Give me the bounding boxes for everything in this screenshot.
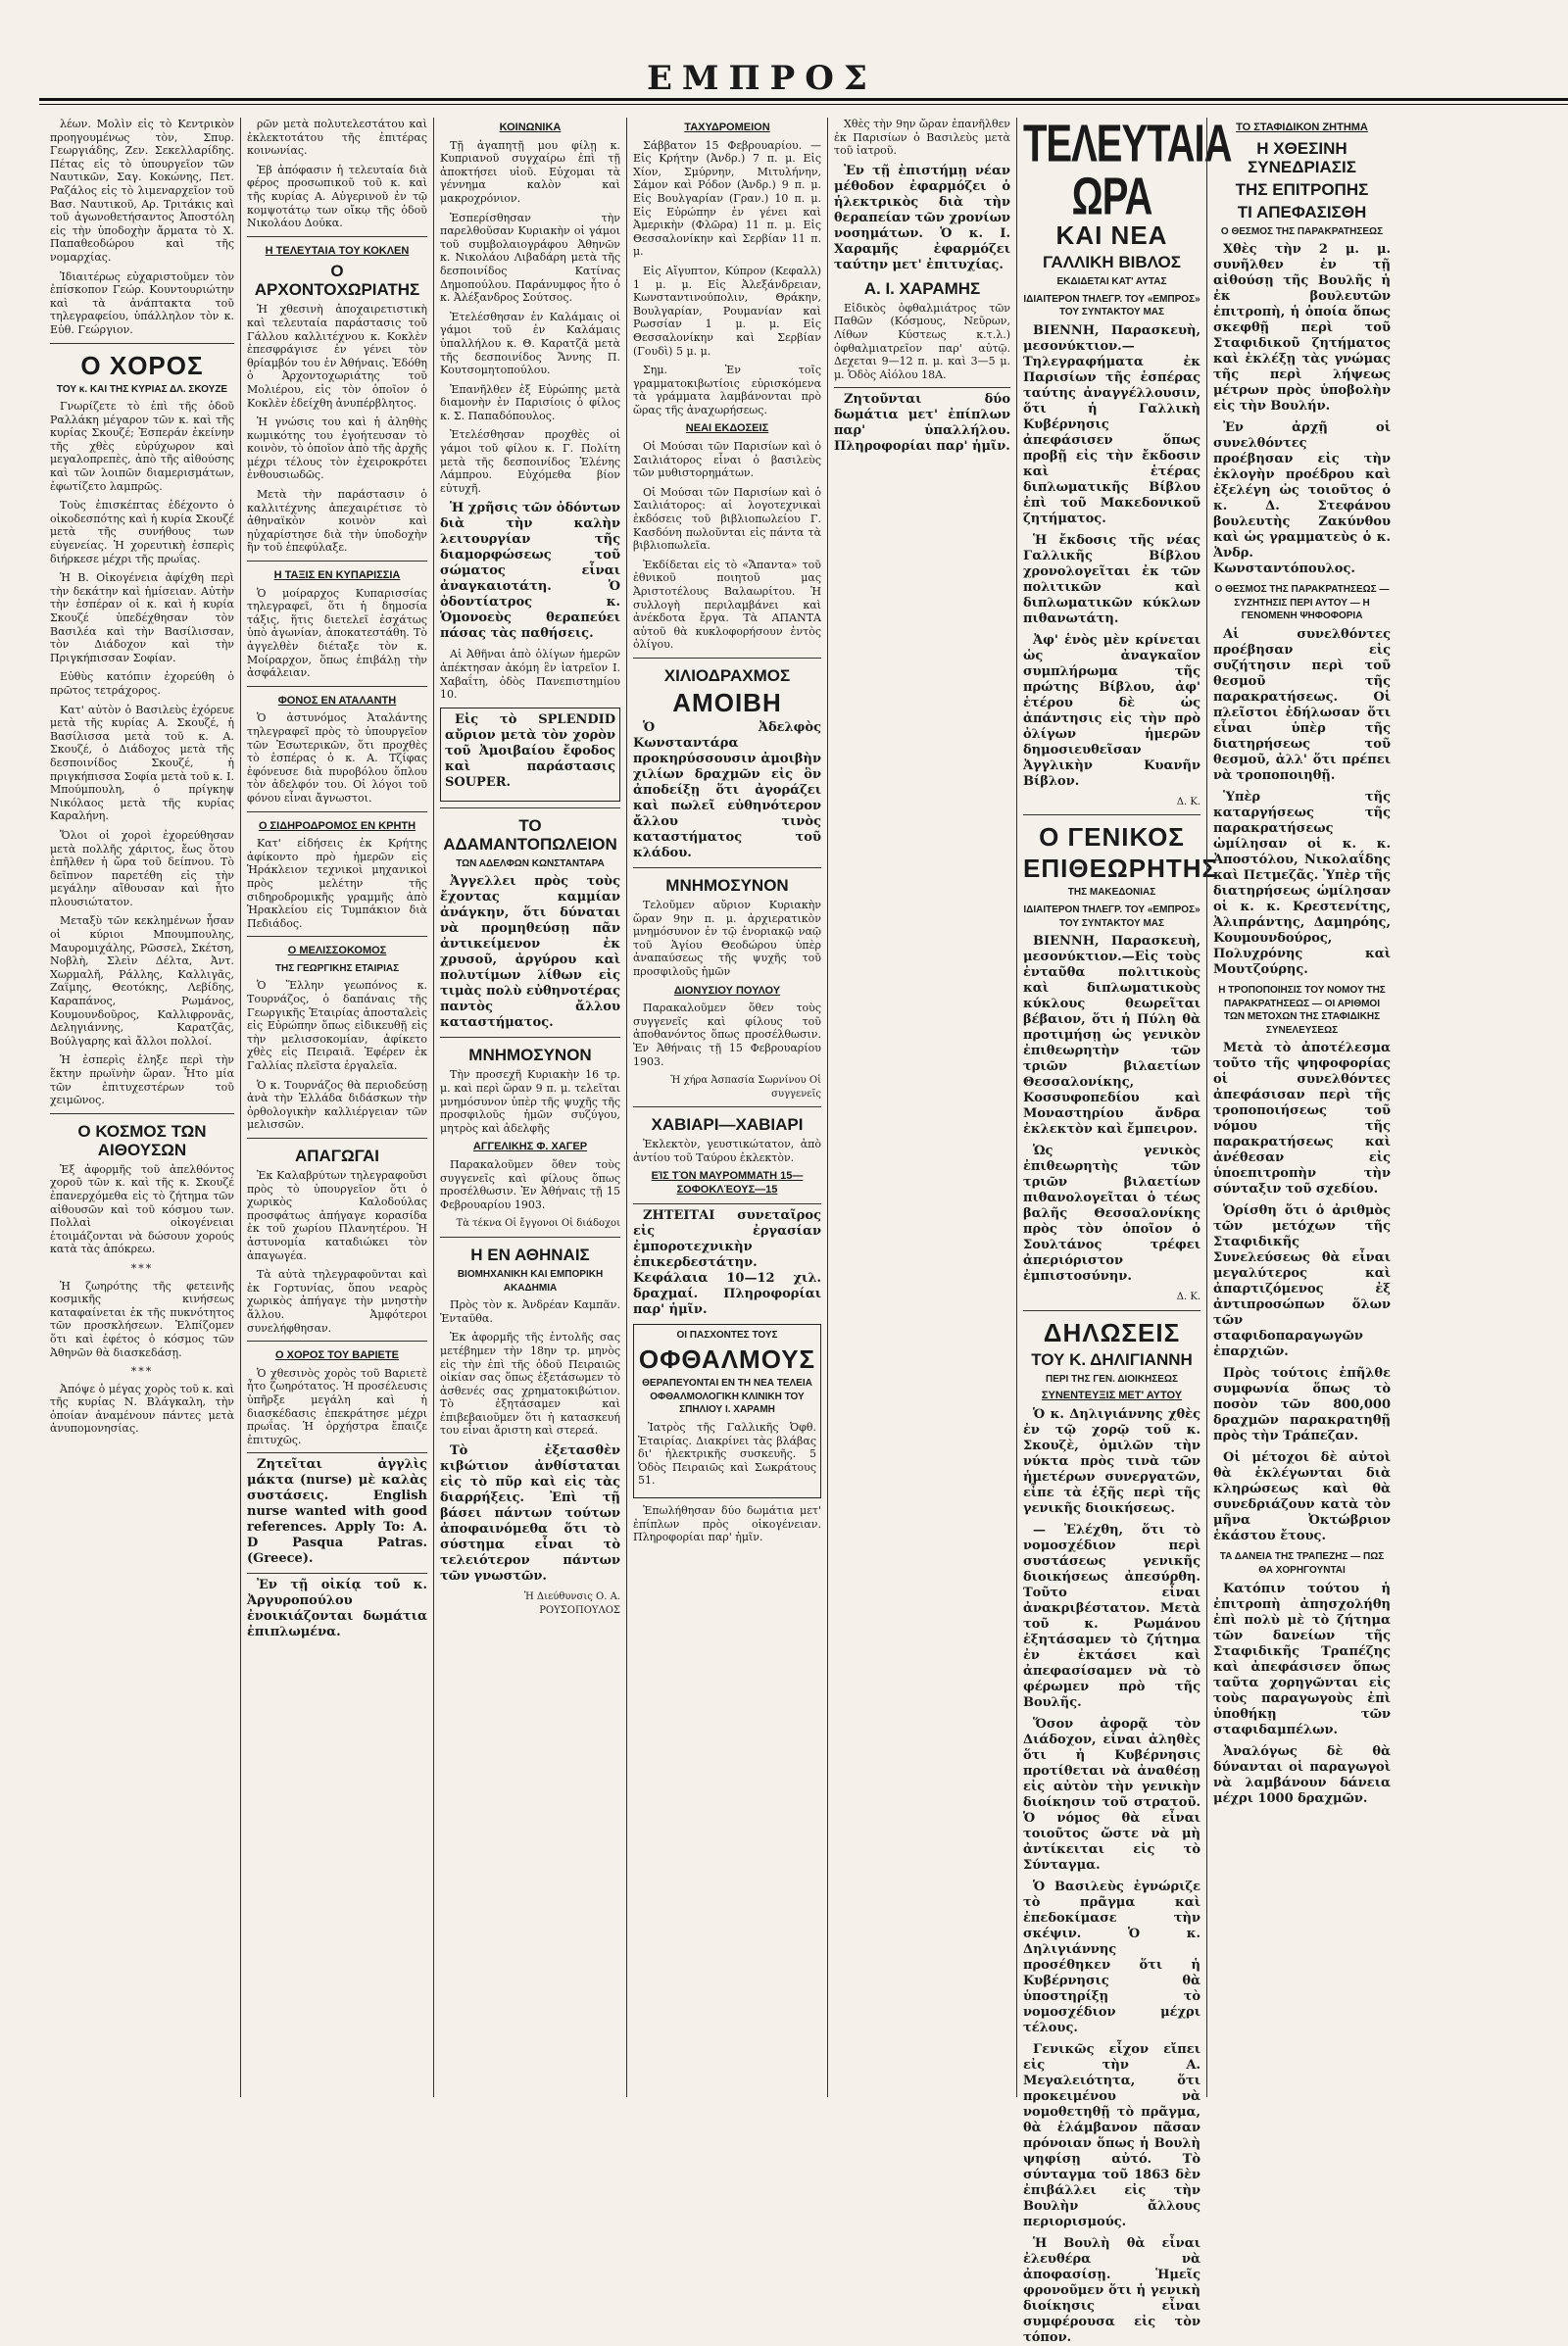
- section-kyparissia: [247, 561, 427, 680]
- headline-memorial-2: ΜΝΗΜΟΣΥΝΟΝ: [665, 875, 789, 895]
- section-declarations: [1023, 1310, 1200, 2346]
- paragraph: Οἱ μέτοχοι δὲ αὐτοὶ θὰ ἐκλέγωνται διὰ κληρώσεως καὶ θὰ συνεδριάζουν κατὰ τὸν μῆνα Ὀκτώβριον ἑκάστου ἔτους.: [1213, 1450, 1391, 1544]
- ad-eyes: [633, 1324, 821, 1498]
- paragraph: Ὁ Ἕλλην γεωπόνος κ. Τουρνάζος, ὁ δαπάναις τῆς Γεωργικῆς Ἑταιρίας ἀποσταλεὶς εἰς Εὐρώπην ὅπως εἰδικευθῇ εἰς τὴν μελισσοκομίαν, ἀφίκετο χθὲς εἰς Πειραιᾶ. Ἐφέρεν ἐκ Γαλλίας πλεῖστα ἐργαλεῖα.: [247, 979, 427, 1073]
- paragraph: Τὰ αὐτὰ τηλεγραφοῦνται καὶ ἐκ Γορτυνίας, ὅπου νεαρὸς χωρικὸς ἀπήγαγε τὴν μνηστὴν ἄλλου. Ἀμφότεροι συνελήφθησαν.: [247, 1268, 427, 1335]
- section-memorial: [440, 1037, 620, 1231]
- paragraph: Τοὺς ἐπισκέπτας ἐδέχοντο ὁ οἰκοδεσπότης καὶ ἡ κυρία Σκουζέ μετὰ τῆς συνήθους των εὐγενείας. Ἡ χορευτικὴ ἐσπερὶς διήρκεσε μέχρι τῆς πρωΐας.: [50, 499, 234, 565]
- headline-inspector: Ο ΓΕΝΙΚΟΣ: [1039, 822, 1185, 853]
- paragraph: Παρακαλοῦμεν ὅθεν τοὺς συγγενεῖς καὶ φίλους ὅπως προσέλθωσιν. Ἐν Ἀθήναις τῇ 15 Φεβρουαρίου 1903.: [440, 1157, 620, 1211]
- paragraph: — Ἐλέχθη, ὅτι τὸ νομοσχέδιον περὶ συστάσεως γενικῆς διοικήσεως ἀπεσύρθη. Τοῦτο εἶναι ἀνακριβέστατον. Μετὰ τοῦ κ. Ρωμάνου ἐξητάσαμεν τὸ ζήτημα ἐν ἐκτάσει καὶ ἀπεφασίσαμεν νὰ τὸ φέρωμεν πρὸ τῆς Βουλῆς.: [1023, 1522, 1200, 1710]
- paragraph: Αἱ συνελθόντες προέβησαν εἰς συζήτησιν περὶ τοῦ θεσμοῦ τῆς παρακρατήσεως. Οἱ πλεῖστοι ἐδήλωσαν ὅτι εἶναι ὑπὲρ τῆς διατηρήσεως τοῦ θεσμοῦ, ἀλλ' ὅτι πρέπει νὰ τροποποιηθῇ.: [1213, 626, 1391, 783]
- subheadline-declarations: ΠΕΡΙ ΤΗΣ ΓΕΝ. ΔΙΟΙΚΗΣΕΩΣ: [1046, 1373, 1178, 1385]
- paragraph: Ὁ μοίραρχος Κυπαρισσίας τηλεγραφεῖ, ὅτι ἡ δημοσία τάξις, ἥτις διετελεῖ ἐσχάτως ὑπὸ ἀγωνίαν, ἀποκατεστάθη. Τὸ ἀγγελθὲν διέταξε τὸν κ. Μοίραρχον, ὅπως ἐπιβάλῃ τὴν ἀσφάλειαν.: [247, 586, 427, 680]
- separator-stars: ***: [130, 1261, 154, 1275]
- ad-rooms: [247, 1573, 427, 1640]
- paragraph: Τὸ ἐξετασθὲν κιβώτιον ἀνθίσταται εἰς τὸ πῦρ καὶ εἰς τὰς διαρρήξεις. Ἐπὶ τῇ βάσει πάντων τούτων ἀποφαινόμεθα ὅτι τὸ σύστημα εἶναι τὸ τελειότερον πάντων τῶν γνωστῶν.: [440, 1443, 620, 1585]
- headline-abduction: ΑΠΑΓΩΓΑΙ: [294, 1147, 380, 1165]
- paragraph: Ὑπὲρ τῆς καταργήσεως τῆς παρακρατήσεως ὡμίλησαν οἱ κ. κ. Ἀποστόλου, Νικολαΐδης καὶ Πετμεζᾶς. Ὑπὲρ τῆς διατηρήσεως ὡμίλησαν οἱ κ. κ. Κρεστενίτης, Ἀλιπράντης, Δαμηρόης, Κουμουνδούρος, Πολυχρόνης καὶ Μουτζούρης.: [1213, 789, 1391, 977]
- ad-nurse: [247, 1452, 427, 1567]
- headline-eyes: ΟΦΘΑΛΜΟΥΣ: [638, 1344, 816, 1375]
- headline-kyparissia: Η ΤΑΞΙΣ ΕΝ ΚΥΠΑΡΙΣΣΙΑ: [273, 569, 401, 582]
- headline-play: Ο ΑΡΧΟΝΤΟΧΩΡΙΑΤΗΣ: [254, 262, 420, 300]
- paragraph: Οἱ Μούσαι τῶν Παρισίων καὶ ὁ Σαιλιάτορος: αἱ λογοτεχνικαὶ ἐκδόσεις τοῦ βιβλιοπωλείου Γ. Κασδόνη πωλοῦνται εἰς πάντα τὰ βιβλιοπωλεῖα.: [633, 485, 821, 553]
- headline-declarations-2: ΤΟΥ Κ. ΔΗΛΙΓΙΑΝΝΗ: [1031, 1349, 1193, 1369]
- paragraph: Τὴν προσεχῆ Κυριακὴν 16 τρ. μ. καὶ περὶ ὥραν 9 π. μ. τελεῖται μνημόσυνον ὑπὲρ τῆς ψυχῆς τῆς προσφιλοῦς ἡμῶν συζύγου, μητρὸς καὶ ἀδελφῆς: [440, 1068, 620, 1135]
- paragraph: Ἡ ἐσπερὶς ἐληξε περὶ τὴν ἕκτην πρωϊνὴν ὥραν. Ἦτο μία τῶν ἐπιτυχεστέρων τοῦ χειμῶνος.: [50, 1053, 234, 1107]
- paragraph: Ὁ ἀστυνόμος Ἀταλάντης τηλεγραφεῖ πρὸς τὸ ὑπουργεῖον τῶν Ἐσωτερικῶν, ὅτι προχθὲς τὸ ἑσπέρας ὁ κ. Α. Τζίφας ἐφόνευσε διὰ πυροβόλου ὅπλου τὸν ἀδελφόν του. Οἱ λόγοι τοῦ φόνου εἶναι ἄγνωστοι.: [247, 711, 427, 805]
- paragraph: Ὁ Βασιλεὺς ἐγνώριζε τὸ πρᾶγμα καὶ ἐπεδοκίμασε τὴν σκέψιν. Ὁ κ. Δηλιγιάννης προσέθηκεν ὅτι ἡ Κυβέρνησις θὰ ὑποστηρίξῃ τὸ νομοσχέδιον μέχρι τέλους.: [1023, 1879, 1200, 2035]
- telegram-note: ΙΔΙΑΙΤΕΡΟΝ ΤΗΛΕΓΡ. ΤΟΥ «ΕΜΠΡΟΣ» ΤΟΥ ΣΥΝΤΑΚΤΟΥ ΜΑΣ: [1023, 904, 1200, 929]
- paragraph: Εὐθὺς κατόπιν ἐχορεύθη ὁ πρῶτος τετράχορος.: [50, 670, 234, 697]
- headline-social: ΚΟΙΝΩΝΙΚΑ: [499, 122, 562, 133]
- paragraph: Εἰς Αἴγυπτον, Κύπρον (Κεφαλλ) 1 μ. μ. Εἰς Ἀλεξάνδρειαν, Κωνσταντινούπολιν, Θράκην, Βουλγαρίαν, Ρουμανίαν καὶ Ρωσσίαν 1 μ. μ. Εἰς Θεσσαλονίκην καὶ Σερβίαν (Γουδὶ) 5 μ. μ.: [633, 264, 821, 358]
- paragraph: λέων. Μολὶν εἰς τὸ Κεντρικὸν προηγουμένως τὸν, Σπυρ. Γεωργιάδης, Ζεν. Σεκελλαρίδης. Πέτας εἰς τὸ ὑπουργεῖον τῶν Ναυτικῶν, Σαγ. Κοκώνης, Πετ. Ραζάλος εἰς τὸ λιμεναρχεῖον τοῦ Βασ. Ναυτικοῦ, Αρ. Τριτάκις καὶ τοῦ ἀγωνοθετήσαντος Ἀποστόλη εἰς τὴν ὑποδοχὴν ἄρματα τὸ Χ. Παπαθεοδώρου καὶ τῆς νομαρχίας.: [50, 118, 234, 264]
- signature: Ἡ Διεύθυνσις Ο. Α. ΡΟΥΣΟΠΟΥΛΟΣ: [523, 1591, 620, 1616]
- newspaper-page: [44, 115, 1548, 2345]
- subheadline-inspector: ΤΗΣ ΜΑΚΕΔΟΝΙΑΣ: [1067, 887, 1156, 899]
- telegram-note: ΙΔΙΑΙΤΕΡΟΝ ΤΗΛΕΓΡ. ΤΟΥ «ΕΜΠΡΟΣ» ΤΟΥ ΣΥΝΤΑΚΤΟΥ ΜΑΣ: [1023, 293, 1200, 318]
- section-dance: [50, 343, 234, 1107]
- paragraph: Ὁ κ. Δηλιγιάννης χθὲς ἐν τῷ χορῷ τοῦ κ. Σκουζὲ, ὁμιλῶν τὴν νύκτα πρὸς τινὰ τῶν ἡμετέρων συνεργατῶν, εἶπε τὰ ἑξῆς περὶ τῆς γενικῆς διοικήσεως.: [1023, 1406, 1200, 1516]
- paragraph: Τῇ ἀγαπητῇ μου φίλῃ κ. Κυπριανοῦ συγχαίρω ἐπὶ τῇ ἀποκτήσει υἱοῦ. Εὐχομαι τὰ γέννημα καλὸν καὶ μακροχρόνιον.: [440, 138, 620, 205]
- separator-stars: ***: [130, 1365, 154, 1379]
- masthead: [39, 57, 1568, 114]
- paragraph: Ἀγγελλει πρὸς τοὺς ἔχοντας καμμίαν ἀνάγκην, ὅτι δύναται νὰ προμηθεύσῃ πᾶν ἀντικείμενον ἐκ χρυσοῦ, ἀργύρου καὶ πολυτίμων λίθων εἰς τιμὰς πολὺ εὐθηνοτέρας παντὸς ἄλλου καταστήματος.: [440, 874, 620, 1031]
- column-4: [626, 118, 827, 2097]
- paragraph: Ἀφ' ἑνὸς μὲν κρίνεται ὡς ἀναγκαῖον συμπλήρωμα τῆς πρώτης Βίβλου, ἀφ' ἑτέρου δὲ ὡς ἀπάντησις εἰς τὴν πρὸ ὀλίγων ἡμερῶν δημοσιευθεῖσαν Ἀγγλικὴν Κυανῆν Βίβλον.: [1023, 632, 1200, 789]
- headline-railway: Ο ΣΙΔΗΡΟΔΡΟΜΟΣ ΕΝ ΚΡΗΤΗ: [258, 819, 416, 832]
- paragraph: Ἀπόψε ὁ μέγας χορὸς τοῦ κ. καὶ τῆς κυρίας Ν. Βλάγκαλη, τὴν ὁποίαν ἀναμένουν πάντες μετὰ ἀνυπομονησίας.: [50, 1382, 234, 1436]
- paragraph: Πρὸς τούτοις ἐπῆλθε συμφωνία ὅπως τὸ ποσὸν τῶν 800,000 δραχμῶν παρακρατηθῇ πρὸς τὴν Τράπεζαν.: [1213, 1366, 1391, 1444]
- paragraph: Ἐπωλήθησαν δύο δωμάτια μετ' ἐπίπλων πρὸς οἰκογένειαν. Πληροφορίαι παρ' ἡμῖν.: [633, 1504, 821, 1544]
- headline-interview: ΣΥΝΕΝΤΕΥΞΙΣ ΜΕΤ' ΑΥΤΟΥ: [1041, 1390, 1183, 1402]
- paragraph: Ὁ κ. Τουρνάζος θὰ περιοδεύσῃ ἀνὰ τὴν Ἑλλάδα διδάσκων τὴν ὀρθολογικὴν καλλιέργειαν τῶν μελισσῶν.: [247, 1078, 427, 1132]
- section-caviar: [633, 1106, 821, 1197]
- headline-reward-2: ΑΜΟΙΒΗ: [672, 687, 782, 717]
- subheadline-modification: Η ΤΡΟΠΟΠΟΙΗΣΙΣ ΤΟΥ ΝΟΜΟΥ ΤΗΣ ΠΑΡΑΚΡΑΤΗΣΕΩΣ — ΟΙ ΑΡΙΘΜΟΙ ΤΩΝ ΜΕΤΟΧΩΝ ΤΗΣ ΣΤΑΦΙΔΙΚΗΣ ΣΥΝΕΛΕΥΣΕΩΣ: [1218, 984, 1386, 1036]
- paragraph: Χθὲς τὴν 9ην ὥραν ἐπανῆλθεν ἐκ Παρισίων ὁ Βασιλεὺς μετὰ τοῦ ἰατροῦ.: [834, 118, 1010, 158]
- headline-reward: ΧΙΛΙΟΔΡΑΧΜΟΣ: [663, 665, 791, 685]
- section-coquelin: [247, 236, 427, 555]
- section-world: [50, 1113, 234, 1436]
- subheadline-retention: Ο ΘΕΣΜΟΣ ΤΗΣ ΠΑΡΑΚΡΑΤΗΣΕΩΣ — ΣΥΖΗΤΗΣΙΣ ΠΕΡΙ ΑΥΤΟΥ — Η ΓΕΝΟΜΕΝΗ ΨΗΦΟΦΟΡΙΑ: [1214, 584, 1390, 622]
- paragraph: Σημ. Ἐν τοῖς γραμματοκιβωτίοις εὑρισκόμενα τὰ γράμματα λαμβάνονται πρὸ ὥρας τῆς ἀναχωρήσεως.: [633, 364, 821, 416]
- section-murder: [247, 686, 427, 806]
- subheadline-book: ΕΚΔΙΔΕΤΑΙ ΚΑΤ' ΑΥΤΑΣ: [1056, 276, 1167, 287]
- subheadline-beekeeper: ΤΗΣ ΓΕΩΡΓΙΚΗΣ ΕΤΑΙΡΙΑΣ: [274, 962, 400, 974]
- headline-declarations: ΔΗΛΩΣΕΙΣ: [1043, 1317, 1181, 1347]
- section-abduction: [247, 1138, 427, 1335]
- headline-memorial: ΜΝΗΜΟΣΥΝΟΝ: [468, 1046, 592, 1065]
- section-beekeeper: [247, 936, 427, 1132]
- caviar-address: ΕἸΣ ΤῸΝ ΜΑΥΡΟΜΜΑΤΗ 15—ΣΟΦΟΚΛΈΟΥΣ—15: [651, 1170, 804, 1197]
- paragraph: Ἀναλόγως δὲ θὰ δύνανται οἱ παραγωγοὶ νὰ λαμβάνουν δάνεια μέχρι 1000 δραχμῶν.: [1213, 1743, 1391, 1806]
- paragraph: Μεταξὺ τῶν κεκλημένων ἦσαν οἱ κύριοι Μπουμπουλης, Μαυρομιχάλης, Ρῶσσελ, Σκέτση, Νοβλὴ, Σλεὶν Δέλτα, Ἀντ. Χωρμαλῆ, Ράλλης, Καλλιγᾶς, Ζαΐμης, Θεοτόκης, Λεβίδης, Καραπάνος, Ρωμάνος, Κουμουνδοῦρος, Καλλιφρονᾶς, Δεληγιάννης, Καρατζᾶς, Βούλγαρης καὶ ἄλλοι πολλοί.: [50, 914, 234, 1048]
- section-inspector: [1023, 814, 1219, 1303]
- paragraph: Ἐτελέσθησαν ἐν Καλάμαις οἱ γάμοι τοῦ ἐν Καλάμαις ὑπαλλήλου κ. Θ. Καρατζᾶ μετὰ τῆς δεσποινίδος Ἄννης Π. Κουτσομητοπούλου.: [440, 310, 620, 377]
- headline-dance: Ο ΧΟΡΟΣ: [80, 350, 204, 380]
- paragraph: Ἐκ Καλαβρύτων τηλεγραφοῦσι πρὸς τὸ ὑπουργεῖον ὅτι ὁ χωρικὸς Καλοδούλας προσφάτως ἀπήγαγε κορασίδα ἐκ τοῦ χωρίου Πλανητέρου. Ἡ ἀστυνομία καταδιώκει τὸν ἀπαγωγέα.: [247, 1169, 427, 1262]
- paragraph: Παρακαλοῦμεν ὅθεν τοὺς συγγενεῖς καὶ φίλους τοῦ ἀποθανόντος ὅπως προσέλθωσιν. Ἐν Ἀθήναις τῇ 15 Φεβρουαρίου 1903.: [633, 1002, 821, 1068]
- headline-raisin-2: Η ΧΘΕΣΙΝΗ ΣΥΝΕΔΡΙΑΣΙΣ: [1248, 138, 1356, 176]
- paragraph: Ἡ χθεσινὴ ἀποχαιρετιστικὴ καὶ τελευταία παράστασις τοῦ Γάλλου καλλιτέχνου κ. Κοκλὲν ἐπεσφράγισε ἐν γένει τὸν θρίαμβόν του ἐν Ἀθήναις. Ἐδόθη ὁ Ἀρχοντοχωριάτης τοῦ Μολιέρου, εἰς τὸν ὁποῖον ὁ Κοκλὲν ἐδείχθη ἀνυπέρβλητος.: [247, 303, 427, 410]
- headline-beekeeper: Ο ΜΕΛΙΣΣΟΚΟΜΟΣ: [287, 945, 387, 957]
- paragraph: Γνωρίζετε τὸ ἐπὶ τῆς ὁδοῦ Ραλλάκη μέγαρον τῶν κ. καὶ τῆς κυρίας Σκουζέ; Ἐσπεράν ἐκείνην τῆς χθὲς εὐρύχωρον καὶ μεγαλοπρεπὲς, ἀπὸ τῆς αἰθούσης καὶ τῶν λοιπῶν διαμερισμάτων, ἐφωτίζετο λαμπρῶς.: [50, 400, 234, 493]
- headline-variete: Ο ΧΟΡΟΣ ΤΟΥ ΒΑΡΙΕΤΕ: [275, 1349, 399, 1362]
- subheadline-dance: ΤΟΥ κ. ΚΑΙ ΤΗΣ ΚΥΡΙΑΣ ΔΛ. ΣΚΟΥΖΕ: [56, 383, 228, 395]
- section-reward: [633, 658, 821, 861]
- headline-book-2: ΓΑΛΛΙΚΗ ΒΙΒΛΟΣ: [1043, 253, 1181, 271]
- headline-book: ΚΑΙ ΝΕΑ: [1055, 220, 1168, 250]
- column-2: [240, 118, 433, 2097]
- paragraph: Ἐκλεκτὸν, γευστικώτατον, ἀπὸ ἀντίου τοῦ Ταύρου ἐκλεκτὸν.: [633, 1138, 821, 1164]
- column-7: [1206, 118, 1396, 2097]
- ad-text: ΖΗΤΕΙΤΑΙ συνεταῖρος εἰς ἐργασίαν ἐμποροτεχνικὴν ἐπικερδεστάτην. Κεφάλαια 10—12 χιλ. δραχμαί. Πληροφορίαι παρ' ἡμῖν.: [633, 1207, 821, 1317]
- paragraph: Γενικῶς εἶχον εἴπει εἰς τὴν Α. Μεγαλειότητα, ὅτι προκειμένου νὰ νομοθετηθῇ τὸ πρᾶγμα, θὰ ἐλάμβανον πᾶσαν πρόνοιαν ὅπως ἡ Βουλὴ ψηφίσῃ αὐτό. Τὸ σύνταγμα τοῦ 1863 δὲν ἐπιβάλλει εἰς τὴν Βουλὴν ἄλλους περιορισμούς.: [1023, 2041, 1200, 2229]
- paragraph: Σάββατον 15 Φεβρουαρίου. — Εἰς Κρήτην (Ἀνδρ.) 7 π. μ. Εἰς Χίον, Σμύρνην, Μιτυλήνην, Σάμον καὶ Ρόδον (Ἀνδρ.) 9 π. μ. Εἰς Βουλγαρίαν (Γραν.) 10 π. μ. Εἰς Εὐρώπην ἐν γένει καὶ Ἀμερικὴν (Φλῶρα) 11 π. μ. Εἰς Θεσσαλονίκην καὶ Σερβίαν 11 π. μ.: [633, 138, 821, 259]
- paragraph: Ὡς γενικὸς ἐπιθεωρητὴς τῶν τριῶν βιλαετίων πιθανολογεῖται ὁ τέως βαλῆς Θεσσαλονίκης πρὸς τὸν ὁποῖον ὁ Σουλτάνος τρέφει ἀπεριόριστον ἐμπιστοσύνην.: [1023, 1144, 1200, 1285]
- headline-caviar: ΧΑΒΙΑΡΙ—ΧΑΒΙΑΡΙ: [651, 1115, 804, 1135]
- headline-world: Ο ΚΟΣΜΟΣ ΤΩΝ ΑΙΘΟΥΣΩΝ: [77, 1121, 207, 1159]
- paragraph: Ἐξ ἀφορμῆς τοῦ ἀπελθόντος χοροῦ τῶν κ. καὶ τῆς κ. Σκουζέ ἐπανερχόμεθα εἰς τὸ ζήτημα τῶν αἰθουσῶν καὶ τοῦ κόσμου των. Πολλαὶ οἰκογένειαι ἑτοιμάζονται νὰ δώσουν χορούς κατὰ τὰς ἀπόκρεω.: [50, 1162, 234, 1256]
- headline-last-hour: ΤΕΛΕΥΤΑΙΑ ΩΡΑ: [1023, 115, 1232, 226]
- headline-academy: Η ΕΝ ΑΘΗΝΑΙΣ: [470, 1245, 590, 1264]
- ad-charamis-name: Α. Ι. ΧΑΡΑΜΗΣ: [863, 278, 981, 298]
- paragraph: Οἱ Μούσαι τῶν Παρισίων καὶ ὁ Σαιλιάτορος εἶναι ὁ βασιλεὺς τῶν μυθιστορημάτων.: [633, 440, 821, 480]
- paragraph: Ὁ χθεσινὸς χορὸς τοῦ Βαριετὲ ἦτο ζωηρότατος. Ἡ προσέλευσις ὑπῆρξε μεγάλη καὶ ἡ διασκέδασις ἐπεκράτησε μέχρι πρωΐας. Ἡ ὀρχήστρα ἔπαιζε ἐπιτυχῶς.: [247, 1366, 427, 1446]
- ad-text: Ζητοῦνται δύο δωμάτια μετ' ἐπίπλων παρ' ὑπαλλήλου. Πληροφορίαι παρ' ἡμῖν.: [834, 392, 1010, 455]
- paragraph: Ἐτελέσθησαν προχθὲς οἱ γάμοι τοῦ φίλου κ. Γ. Πολίτη μετὰ τῆς δεσποινίδος Ἑλένης Λάμπρου. Εὐχόμεθα βίον εὐτυχῆ.: [440, 428, 620, 495]
- memorial-name: ΑΓΓΕΛΙΚΗΣ Φ. ΧΑΓΕΡ: [472, 1141, 588, 1153]
- paragraph: Ἡ γνώσις του καὶ ἡ ἀληθὴς κωμικότης του ἐγοήτευσαν τὸ κοινὸν, τὸ ὁποῖον ἀπὸ τῆς ἀρχῆς μέχρι τέλους τὸν ἐχειροκρότει ἐνθουσιωδῶς.: [247, 415, 427, 482]
- section-railway: [247, 811, 427, 931]
- ad-eyes-sub: ΘΕΡΑΠΕΥΟΝΤΑΙ ΕΝ ΤΗ ΝΕΑ ΤΕΛΕΙΑ ΟΦΘΑΛΜΟΛΟΓΙΚΗ ΚΛΙΝΙΚΗ ΤΟΥ ΣΠΗΛΙΟΥ Ι. ΧΑΡΑΜΗ: [642, 1378, 812, 1416]
- column-5: [827, 118, 1016, 2097]
- ad-eyes-top: ΟΙ ΠΑΣΧΟΝΤΕΣ ΤΟΥΣ: [676, 1329, 778, 1341]
- paragraph: Τελοῦμεν αὔριον Κυριακὴν ὥραν 9ην π. μ. ἀρχιερατικὸν μνημόσυνον ἐν τῷ ἐνοριακῷ ναῷ τοῦ Ἁγίου Θεοδώρου ὑπὲρ ἀναπαύσεως τῆς ψυχῆς τοῦ προσφιλοῦς ἡμῶν: [633, 898, 821, 978]
- paragraph: Ἰατρὸς τῆς Γαλλικῆς Ὀφθ. Ἑταιρίας. Διακρίνει τὰς βλάβας δι' ἠλεκτρικῆς συσκευῆς. 5 Ὁδὸς Πειραιῶς καὶ Σωκράτους 51.: [638, 1421, 816, 1488]
- paragraph: Κατόπιν τούτου ἡ ἐπιτροπὴ ἀπησχολήθη ἐπὶ πολὺ μὲ τὸ ζήτημα τῶν δανείων τῆς Σταφιδικῆς Τραπέζης καὶ ἀπεφάσισεν ὅπως ταῦτα χορηγῶνται εἰς τοὺς παραγωγοὺς ἐπὶ ὑποθήκῃ τῶν σταφιδαμπέλων.: [1213, 1581, 1391, 1737]
- newspaper-title: ΕΜΠΡΟΣ: [647, 59, 877, 98]
- masthead-rule-thin: [39, 104, 1568, 105]
- masthead-rule: [39, 98, 1568, 101]
- headline-mail: ΤΑΧΥΔΡΟΜΕΙΟΝ: [684, 122, 770, 133]
- paragraph: Χθὲς τὴν 2 μ. μ. συνῆλθεν ἐν τῇ αἰθούσῃ τῆς Βουλῆς ἡ ἐκ βουλευτῶν ἐπιτροπὴ, ἡ ὁποία ὅπως σκεφθῇ περὶ τοῦ Σταφιδικοῦ ζητήματος καὶ ἐκλέξῃ τὰς γνώμας τῆς περὶ λήψεως μέτρων πρὸς ὑποβολὴν εἰς τὴν Βουλήν.: [1213, 242, 1391, 415]
- section-academy: [440, 1237, 620, 1617]
- headline-raisin-3: ΤΗΣ ΕΠΙΤΡΟΠΗΣ: [1235, 179, 1369, 199]
- paragraph: Ἐν τῇ ἐπιστήμῃ νέαν μέθοδον ἐφαρμόζει ὁ ἡλεκτρικὸς διὰ τὴν θεραπείαν τῶν χρονίων νοσημάτων. Ὁ κ. Ι. Χαραμῆς ἐφαρμόζει ταύτην μετ' ἐπιτυχίας.: [834, 163, 1010, 272]
- column-1: [44, 118, 240, 2097]
- paragraph: Ἑσπερίσθησαν τὴν παρελθοῦσαν Κυριακὴν οἱ γάμοι τοῦ συμβολαιογράφου Ἀθηνῶν κ. Νικολάου Λιβαδάρη μετὰ τῆς δεσποινίδος Κατίνας Δημοπούλου. Παράνυμφος ἦτο ὁ κ. Ἀλέξανδρος Σούτσος.: [440, 211, 620, 305]
- paragraph: ρῶν μετὰ πολυτελεστάτου καὶ ἐκλεκτοτάτου τῆς ἐπιτέρας κοινωνίας.: [247, 118, 427, 158]
- section-memorial-2: [633, 867, 821, 1100]
- paragraph: Αἱ Ἀθῆναι ἀπὸ ὀλίγων ἡμερῶν ἀπέκτησαν ἀκόμη ἓν ἰατρεῖον Ι. Χαβαΐτη, ὁδὸς Πανεπιστημίου 10.: [440, 648, 620, 702]
- signature: Δ. Κ.: [1176, 1292, 1200, 1303]
- signature: Ἡ χήρα Ἀσπασία Σωρνίνου Οἱ συγγενεῖς: [670, 1075, 821, 1100]
- column-3: [433, 118, 626, 2097]
- paragraph: Κατ' αὐτὸν ὁ Βασιλεὺς ἐχόρευε μετὰ τῆς κυρίας Α. Σκουζέ, ἡ Βασίλισσα μετὰ τοῦ κ. Α. Σκουζέ, ὁ Διάδοχος μετὰ τῆς δεσποινίδος Σκουζέ, ἡ πριγκήπισσα Σοφία μετὰ τοῦ κ. Ι. Μπούμπουλη, ὁ πρίγκηψ Νικόλαος μετὰ τῆς κυρίας Καραλήνη.: [50, 703, 234, 823]
- section-variete: [247, 1341, 427, 1446]
- headline-murder: ΦΟΝΟΣ ΕΝ ΑΤΑΛΑΝΤΗ: [277, 694, 397, 707]
- ad-text: Ἐν τῇ οἰκίᾳ τοῦ κ. Ἀργυροπούλου ἐνοικιάζονται δωμάτια ἐπιπλωμένα.: [247, 1578, 427, 1640]
- paragraph: Ἡ Βουλὴ θὰ εἶναι ἐλευθέρα νὰ ἀποφασίσῃ. Ἡμεῖς φρονοῦμεν ὅτι ἡ γενικὴ διοίκησις εἶναι συμφέρουσα εἰς τὸν τόπον.: [1023, 2235, 1200, 2345]
- ad-rooms-wanted: [834, 387, 1010, 455]
- ad-text: Εἰς τὸ SPLENDID αὔριον μετὰ τὸν χορὸν τοῦ Ἀμοιβαίου ἔφοδος καὶ παράστασις SOUPER.: [445, 711, 615, 790]
- headline-decided: ΤΙ ΑΠΕΦΑΣΙΣΘΗ: [1237, 202, 1367, 221]
- headline-raisin: ΤΟ ΣΤΑΦΙΔΙΚΟΝ ΖΗΤΗΜΑ: [1236, 122, 1368, 133]
- paragraph: Ἡ χρῆσις τῶν ὀδόντων διὰ τὴν καλὴν λειτουργίαν τῆς διαμορφώσεως τοῦ σώματος εἶναι ἀναγκαιοτάτη. Ὁ ὀδοντίατρος κ. Ὁμονοεὺς θεραπεύει πάσας τὰς παθήσεις.: [440, 501, 620, 642]
- headline-new-editions: ΝΕΑΙ ΕΚΔΟΣΕΙΣ: [685, 422, 769, 435]
- paragraph: Ὅλοι οἱ χοροὶ ἐχορεύθησαν μετὰ πολλῆς χάριτος, ἔως ὅτου ἐπῆλθεν ἡ ὥρα τοῦ δείπνου. Τὸ δεῖπνον παρετέθη εἰς τὴν μεγάλην αἴθουσαν καὶ ἦτο πλουσιώτατον.: [50, 828, 234, 908]
- paragraph: Ἐπανῆλθεν ἐξ Εὐρώπης μετὰ διαμονὴν ἐν Παρισίοις ὁ φίλος κ. Σ. Παπαδόπουλος.: [440, 382, 620, 422]
- paragraph: Ἐν ἀρχῇ οἱ συνελθόντες προέβησαν εἰς τὴν ἐκλογὴν προέδρου καὶ ἐξελέγη ὡς τοιοῦτος ὁ κ. Δ. Στεφάνου βουλευτὴς Ζακύνθου καὶ ὡς γραμματεὺς ὁ κ. Ἀνδρ. Κωνσταντόπουλος.: [1213, 420, 1391, 577]
- ad-text: Ζητεῖται ἀγγλὶς μάκτα (nurse) μὲ καλὰς συστάσεις. English nurse wanted with good references. Apply To: A. D Pasqua Patras. (Greece).: [247, 1457, 427, 1567]
- paragraph: Ὁρίσθη ὅτι ὁ ἀριθμὸς τῶν μετόχων τῆς Σταφιδικῆς Συνελεύσεως θὰ εἶναι μεγαλύτερος καὶ ἀπαρτιζόμενος ἐξ ἀντιπροσώπων ὅλων τῶν σταφιδοπαραγωγῶν ἐπαρχιῶν.: [1213, 1203, 1391, 1360]
- paragraph: Εἰδικὸς ὀφθαλμιάτρος τῶν Παθῶν (Κόσμους, Νεῦρων, Λίθων Κύστεως κ.τ.λ.) ὀφθαλμιατρεῖον παρ' αὐτῷ. Δεχεται 9—12 π. μ. καὶ 3—5 μ. μ. Ὁδὸς Αἰόλου 18Α.: [834, 301, 1010, 381]
- subheadline-decided: Ο ΘΕΣΜΟΣ ΤΗΣ ΠΑΡΑΚΡΑΤΗΣΕΩΣ: [1220, 225, 1384, 237]
- paragraph: Κατ' εἰδήσεις ἐκ Κρήτης ἀφίκοντο πρὸ ἡμερῶν εἰς Ἡράκλειον τεχνικοὶ μηχανικοὶ πρὸς μελέτην τῆς σιδηροδρομικῆς γραμμῆς ἀπὸ Ἡρακλείου εἰς Τυμπάκιον διὰ Πεδιάδος.: [247, 837, 427, 930]
- headline-diamond: ΤΟ ΑΔΑΜΑΝΤΟΠΩΛΕΙΟΝ: [443, 815, 617, 854]
- signature: Τὰ τέκνα Οἱ ἔγγονοι Οἱ διάδοχοι: [456, 1218, 620, 1230]
- paragraph: ΒΙΕΝΝΗ, Παρασκευὴ, μεσονύκτιον.—Εἰς τοὺς ἐνταῦθα πολιτικοὺς καὶ διπλωματικοὺς κύκλους θεωρεῖται βέβαιον, ὅτι ἡ Πύλη θὰ προτιμήσῃ ὡς γενικὸν ἐπιθεωρητὴν τῶν τριῶν βιλαετίων Θεσσαλονίκης, Κοσσυφοπεδίου καὶ Μοναστηρίου ἄνδρα ἐκλεκτὸν καὶ ἔμπειρον.: [1023, 934, 1200, 1138]
- memorial-name: ΔΙΟΝΥΣΙΟΥ ΠΟΥΛΟΥ: [673, 984, 781, 997]
- ad-splendid: [440, 708, 620, 802]
- ad-wanted: [633, 1203, 821, 1318]
- section-diamond: [440, 807, 620, 1032]
- paragraph: Μετὰ τὸ ἀποτέλεσμα τοῦτο τῆς ψηφοφορίας οἱ συνελθόντες ἀπεφάσισαν περὶ τῆς τροποποιήσεως τοῦ νόμου τῆς παρακρατήσεως καὶ ἀνέθεσαν εἰς ὑποεπιτροπὴν τὴν σύνταξιν τοῦ σχεδίου.: [1213, 1041, 1391, 1197]
- paragraph: Ἡ ζωηρότης τῆς φετεινῆς κοσμικῆς κινήσεως καταφαίνεται ἐκ τῆς πυκνότητος τῶν προσκλήσεων. Ἐλπίζομεν ὅτι καὶ ἐφέτος ὁ κόσμος τῶν Ἀθηνῶν θὰ διασκεδάσῃ.: [50, 1279, 234, 1359]
- paragraph: Ὅσον ἀφορᾷ τὸν Διάδοχον, εἶναι ἀληθὲς ὅτι ἡ Κυβέρνησις προτίθεται νὰ ἀναθέσῃ εἰς αὐτὸν τὴν γενικὴν διοίκησιν τοῦ στρατοῦ. Ὁ νόμος θὰ εἶναι τοιοῦτος ὥστε νὰ μὴ ἀντίκειται εἰς τὸ Σύνταγμα.: [1023, 1716, 1200, 1873]
- paragraph: Ἰδιαιτέρως εὐχαριστοῦμεν τὸν ἐπίσκοπον Γεώρ. Κουντουριώτην καὶ τὰ ἀνάπτακτα τοῦ τηλεγραφείου, ὑπάλληλον τὸν κ. Εὐθ. Γεώργιον.: [50, 269, 234, 336]
- subheadline-diamond: ΤΩΝ ΑΔΕΛΦΩΝ ΚΩΝΣΤΑΝΤΑΡΑ: [456, 857, 605, 869]
- subheadline-academy: ΒΙΟΜΗΧΑΝΙΚΗ ΚΑΙ ΕΜΠΟΡΙΚΗ ΑΚΑΔΗΜΙΑ: [457, 1268, 604, 1294]
- paragraph: Ἐκδίδεται εἰς τὸ «Ἄπαντα» τοῦ ἐθνικοῦ ποιητοῦ μας Ἀριστοτέλους Βαλαωρίτου. Ἡ συλλογὴ περιλαμβάνει καὶ ἀνέκδοτα ἔργα. Τὰ ΑΠΑΝΤΑ αὐτοῦ θὰ κυκλοφορήσουν ἐντὸς ὀλίγου.: [633, 558, 821, 652]
- paragraph: Ἐκ ἀφορμῆς τῆς ἐντολῆς σας μετέβημεν τὴν 18ην τρ. μηνὸς εἰς τὴν ἐπὶ τῆς ὁδοῦ Πειραιῶς οἰκίαν σας ὅπως ἐξετάσωμεν τὸ ἀσθενές σας χρηματοκιβώτιον. Τὸ ἐξητάσαμεν καὶ ἐπιβεβαιοῦμεν ὅτι ἡ κατασκευή του εἶναι ἄριστη καὶ στερεά.: [440, 1331, 620, 1438]
- headline-inspector-2: ΕΠΙΘΕΩΡΗΤΗΣ: [1023, 854, 1219, 884]
- paragraph: Μετὰ τὴν παράστασιν ὁ καλλιτέχνης ἀπεχαιρέτισε τὸ ἀθηναϊκὸν κοινὸν καὶ ηὐχαρίστησε διὰ τὴν ὑποδοχὴν ἣν τοῦ ἐπεφύλαξε.: [247, 488, 427, 555]
- headline-coquelin: Η ΤΕΛΕΥΤΑΙΑ ΤΟΥ ΚΟΚΛΕΝ: [265, 244, 410, 257]
- paragraph: Πρὸς τὸν κ. Ἀνδρέαν Καμπᾶν. Ἐνταῦθα.: [440, 1298, 620, 1325]
- paragraph: Ὁ Ἀδελφὸς Κωνσταντάρα προκηρύσσουσιν ἀμοιβὴν χιλίων δραχμῶν εἰς ὃν ἀποδείξῃ ὅτι ἀγοράζει καὶ πωλεῖ εὐθηνότερον ἄλλου τινὸς καταστήματος τοῦ κλάδου.: [633, 719, 821, 860]
- paragraph: Ἡ Β. Οἰκογένεια ἀφίχθη περὶ τὴν δεκάτην καὶ ἡμίσειαν. Αὐτὴν τὴν ἐσπέραν οἱ κ. καὶ ἡ κυρία Σκουζέ ὑπεδέχθησαν τὸν Βασιλέα καὶ τὴν Βασίλισσαν, τὸν Διάδοχον καὶ τὴν Πριγκήπισσαν Σοφίαν.: [50, 571, 234, 664]
- paragraph: Ἐβ ἀπόφασιν ἡ τελευταία διὰ φέρος προσωπικοῦ τοῦ κ. καὶ τῆς κυρίας Α. Αὐγερινοῦ ἐν τῷ κομψοτάτῳ των οἴκῳ τῆς ὁδοῦ Νικολάου Δούκα.: [247, 163, 427, 230]
- paragraph: ΒΙΕΝΝΗ, Παρασκευὴ, μεσονύκτιον.—Τηλεγραφήματα ἐκ Παρισίων τῆς ἑσπέρας ταύτης ἀναγγέλλουσιν, ὅτι ἡ Γαλλικὴ Κυβέρνησις ἀπεφάσισεν ὅπως προβῇ εἰς τὴν ἔκδοσιν καὶ ἑτέρας διπλωματικῆς Βίβλου ἐπὶ τοῦ Μακεδονικοῦ ζητήματος.: [1023, 322, 1200, 526]
- paragraph: Ἡ ἔκδοσις τῆς νέας Γαλλικῆς Βίβλου χρονολογεῖται ἐκ τῶν πολιτικῶν καὶ διπλωματικῶν κύκλων πιθανωτάτη.: [1023, 532, 1200, 626]
- signature: Δ. Κ.: [1176, 796, 1200, 807]
- subheadline-loans: ΤΑ ΔΑΝΕΙΑ ΤΗΣ ΤΡΑΠΕΖΗΣ — ΠΩΣ ΘΑ ΧΟΡΗΓΟΥΝΤΑΙ: [1219, 1551, 1385, 1576]
- column-6: [1016, 115, 1232, 2345]
